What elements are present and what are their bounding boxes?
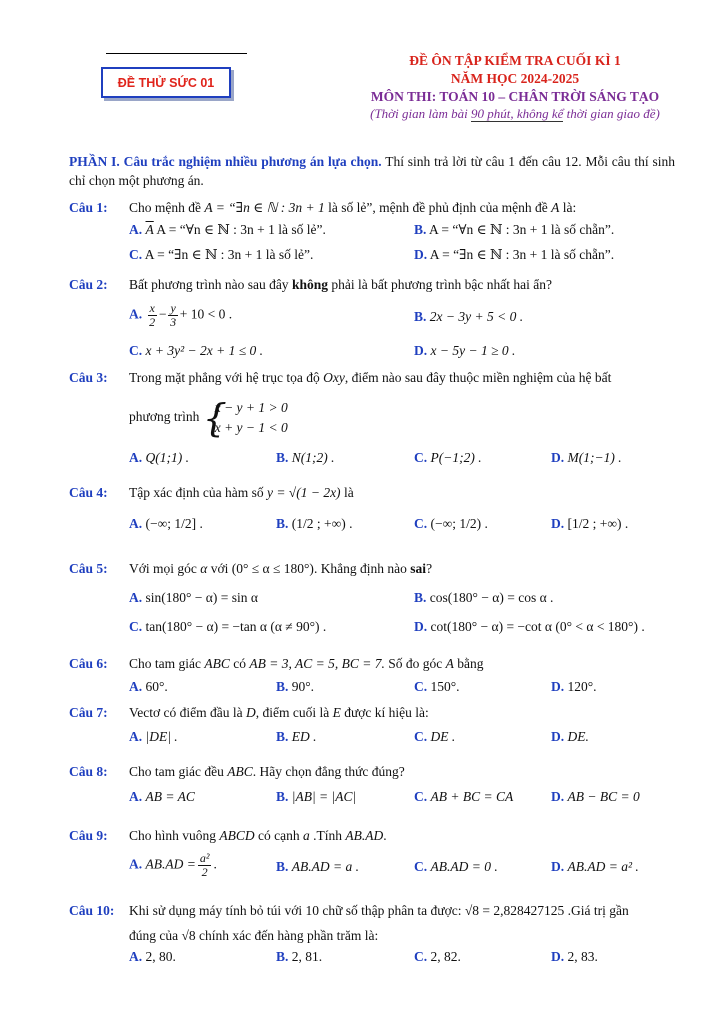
q2-option-b[interactable]: B. 2x − 3y + 5 < 0 . xyxy=(414,309,524,324)
header-line-3: MÔN THI: TOÁN 10 – CHÂN TRỜI SÁNG TẠO xyxy=(370,89,660,104)
q10-option-c[interactable]: C. 2, 82. xyxy=(414,949,461,964)
q2-option-a[interactable]: A. $\frac{x}{2}$ − $\frac{y}{3}$ + 10 < 0 . xyxy=(129,301,233,329)
q2-label: Câu 2: xyxy=(69,277,108,292)
q9-stem: Cho hình vuông ABCD có cạnh a .Tính AB.AD. xyxy=(129,828,387,843)
q4-option-c[interactable]: C. (−∞; 1/2) . xyxy=(414,516,488,531)
q8-option-a[interactable]: A. AB = AC xyxy=(129,789,195,804)
q3-option-b[interactable]: B. N(1;2) . xyxy=(276,450,335,465)
q2-option-d[interactable]: D. x − 5y − 1 ≥ 0 . xyxy=(414,343,516,358)
q10-stem-2: đúng của √8 chính xác đến hàng phần trăm là: xyxy=(129,928,379,943)
q5-label: Câu 5: xyxy=(69,561,108,576)
q6-option-c[interactable]: C. 150°. xyxy=(414,679,460,694)
q2-stem: Bất phương trình nào sau đây không phải là bất phương trình bậc nhất hai ẩn? xyxy=(129,277,552,292)
q4-label: Câu 4: xyxy=(69,485,108,500)
q7-option-a[interactable]: A. |DE| . xyxy=(129,729,178,744)
q7-stem: Vectơ có điểm đầu là D, điểm cuối là E được kí hiệu là: xyxy=(129,705,429,720)
q9-option-d[interactable]: D. AB.AD = a² . xyxy=(551,859,639,874)
q3-option-a[interactable]: A. Q(1;1) . xyxy=(129,450,189,465)
q9-label: Câu 9: xyxy=(69,828,108,843)
q6-option-a[interactable]: A. 60°. xyxy=(129,679,168,694)
q7-option-d[interactable]: D. DE. xyxy=(551,729,589,744)
badge-text: ĐỀ THỬ SỨC 01 xyxy=(117,75,215,90)
q8-option-b[interactable]: B. |AB| = |AC| xyxy=(276,789,357,804)
q5-option-d[interactable]: D. cot(180° − α) = −cot α (0° < α < 180°) . xyxy=(414,619,645,634)
q5-option-a[interactable]: A. sin(180° − α) = sin α xyxy=(129,590,258,605)
q4-option-a[interactable]: A. (−∞; 1/2] . xyxy=(129,516,203,531)
q9-option-c[interactable]: C. AB.AD = 0 . xyxy=(414,859,498,874)
q1-stem: Cho mệnh đề A = “∃n ∈ ℕ : 3n + 1 là số lẻ”, mệnh đề phủ định của mệnh đề A là: xyxy=(129,200,577,215)
q7-label: Câu 7: xyxy=(69,705,108,720)
q10-option-b[interactable]: B. 2, 81. xyxy=(276,949,323,964)
q4-stem: Tập xác định của hàm số y = √(1 − 2x) là xyxy=(129,485,354,500)
q5-stem: Với mọi góc α với (0° ≤ α ≤ 180°). Khẳng định nào sai? xyxy=(129,561,433,576)
exam-badge xyxy=(101,67,231,98)
section-intro: PHẦN I. Câu trắc nghiệm nhiều phương án lựa chọn. Thí sinh trả lời từ câu 1 đến câu 12. Mỗi câu thí sinh chỉ chọn một phương án. xyxy=(69,154,675,188)
q4-option-b[interactable]: B. (1/2 ; +∞) . xyxy=(276,516,353,531)
q6-option-d[interactable]: D. 120°. xyxy=(551,679,597,694)
q9-option-b[interactable]: B. AB.AD = a . xyxy=(276,859,359,874)
header-line-1: ĐỀ ÔN TẬP KIỂM TRA CUỐI KÌ 1 xyxy=(409,53,621,68)
q3-stem: Trong mặt phẳng với hệ trục tọa độ Oxy, điểm nào sau đây thuộc miền nghiệm của hệ bất xyxy=(129,370,612,385)
q3-label: Câu 3: xyxy=(69,370,108,385)
q10-option-a[interactable]: A. 2, 80. xyxy=(129,949,176,964)
q1-option-a[interactable]: A. $\overline{A}$ A = “∀n ∈ ℕ : 3n + 1 là số lẻ”. xyxy=(129,222,326,237)
q3-system: phương trình { x − y + 1 > 0 x + y − 1 < 0 xyxy=(129,396,288,440)
q4-option-d[interactable]: D. [1/2 ; +∞) . xyxy=(551,516,629,531)
q8-option-c[interactable]: C. AB + BC = CA xyxy=(414,789,514,804)
q6-stem: Cho tam giác ABC có AB = 3, AC = 5, BC = 7. Số đo góc A bằng xyxy=(129,656,484,671)
q6-option-b[interactable]: B. 90°. xyxy=(276,679,315,694)
q6-label: Câu 6: xyxy=(69,656,108,671)
header-line-2: NĂM HỌC 2024-2025 xyxy=(450,71,580,86)
q1-option-d[interactable]: D. A = “∃n ∈ ℕ : 3n + 1 là số chẵn”. xyxy=(414,247,615,262)
q1-option-b[interactable]: B. A = “∀n ∈ ℕ : 3n + 1 là số chẵn”. xyxy=(414,222,615,237)
q8-stem: Cho tam giác đều ABC. Hãy chọn đẳng thức đúng? xyxy=(129,764,405,779)
q5-option-c[interactable]: C. tan(180° − α) = −tan α (α ≠ 90°) . xyxy=(129,619,327,634)
q7-option-b[interactable]: B. ED . xyxy=(276,729,317,744)
q1-option-c[interactable]: C. A = “∃n ∈ ℕ : 3n + 1 là số lẻ”. xyxy=(129,247,314,262)
q3-option-c[interactable]: C. P(−1;2) . xyxy=(414,450,482,465)
q1-label: Câu 1: xyxy=(69,200,108,215)
q10-label: Câu 10: xyxy=(69,903,115,918)
q5-option-b[interactable]: B. cos(180° − α) = cos α . xyxy=(414,590,554,605)
q8-label: Câu 8: xyxy=(69,764,108,779)
q10-stem: Khi sử dụng máy tính bỏ túi với 10 chữ số thập phân ta được: √8 = 2,828427125 .Giá trị gần xyxy=(129,903,629,918)
q2-option-c[interactable]: C. x + 3y² − 2x + 1 ≤ 0 . xyxy=(129,343,264,358)
q10-option-d[interactable]: D. 2, 83. xyxy=(551,949,598,964)
q3-option-d[interactable]: D. M(1;−1) . xyxy=(551,450,622,465)
q8-option-d[interactable]: D. AB − BC = 0 xyxy=(551,789,640,804)
header-rule xyxy=(106,53,247,54)
q7-option-c[interactable]: C. DE . xyxy=(414,729,456,744)
header-line-4: (Thời gian làm bài 90 phút, không kể thời gian giao đề) xyxy=(370,106,660,121)
q9-option-a[interactable]: A. AB.AD = $\frac{\text{a²}}{2}$ . xyxy=(129,851,217,879)
